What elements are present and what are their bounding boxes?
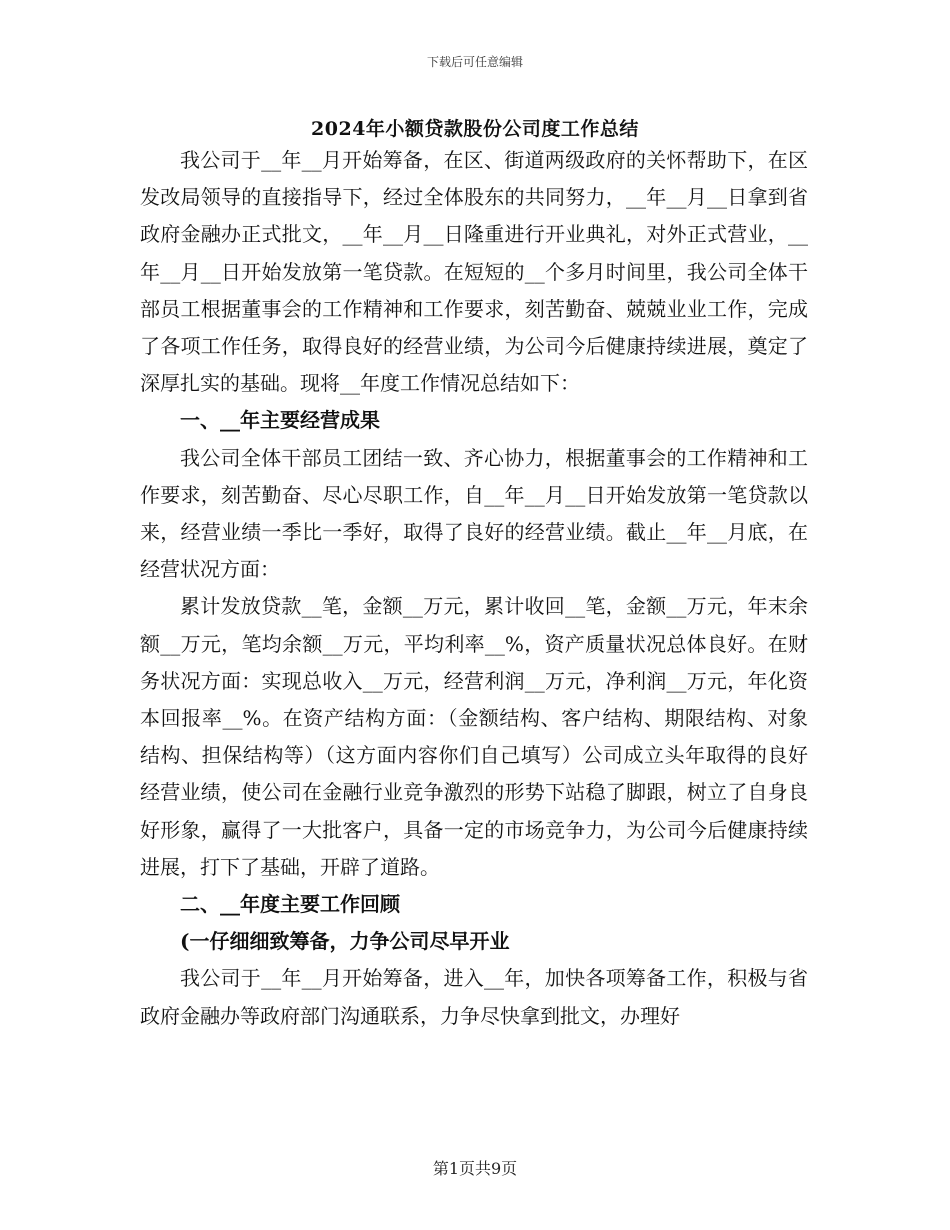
section-heading-1: 一、__年主要经营成果: [180, 408, 380, 433]
subsection-1-paragraph: 我公司于__年__月开始筹备，进入__年，加快各项筹备工作，积极与省政府金融办等政府部门沟通联系，力争尽快拿到批文，办理好: [140, 966, 808, 1028]
page-number: 第1页共9页: [432, 1159, 518, 1178]
header-note: 下载后可任意编辑: [426, 55, 523, 69]
document-title: 2024年小额贷款股份公司度工作总结: [311, 118, 639, 140]
section-1-paragraph-1: 我公司全体干部员工团结一致、齐心协力，根据董事会的工作精神和工作要求，刻苦勤奋、尽心尽职工作，自__年__月__日开始发放第一笔贷款以来，经营业绩一季比一季好，取得了良好的经营业绩。截止__年__月底，在经营状况方面：: [140, 445, 808, 582]
section-1-paragraph-2: 累计发放贷款__笔，金额__万元，累计收回__笔，金额__万元，年末余额__万元，笔均余额__万元，平均利率__%，资产质量状况总体良好。在财务状况方面：实现总收入__万元，经营利润__万元，净利润__万元，年化资本回报率__%。在资产结构方面：（金额结构、客户结构、期限结构、对象结构、担保结构等）（这方面内容你们自己填写）公司成立头年取得的良好经营业绩，使公司在金融行业竞争激烈的形势下站稳了脚跟，树立了自身良好形象，赢得了一大批客户，具备一定的市场竞争力，为公司今后健康持续进展，打下了基础，开辟了道路。: [140, 594, 808, 879]
document-body: [140, 142, 808, 1035]
subsection-heading-1: (一仔细细致筹备，力争公司尽早开业: [180, 929, 510, 954]
section-heading-2: 二、__年度主要工作回顾: [180, 892, 400, 917]
intro-paragraph: 我公司于__年__月开始筹备，在区、街道两级政府的关怀帮助下，在区发改局领导的直接指导下，经过全体股东的共同努力，__年__月__日拿到省政府金融办正式批文，__年__月__日隆重进行开业典礼，对外正式营业，__年__月__日开始发放第一笔贷款。在短短的__个多月时间里，我公司全体干部员工根据董事会的工作精神和工作要求，刻苦勤奋、兢兢业业工作，完成了各项工作任务，取得良好的经营业绩，为公司今后健康持续进展，奠定了深厚扎实的基础。现将__年度工作情况总结如下：: [140, 148, 808, 396]
